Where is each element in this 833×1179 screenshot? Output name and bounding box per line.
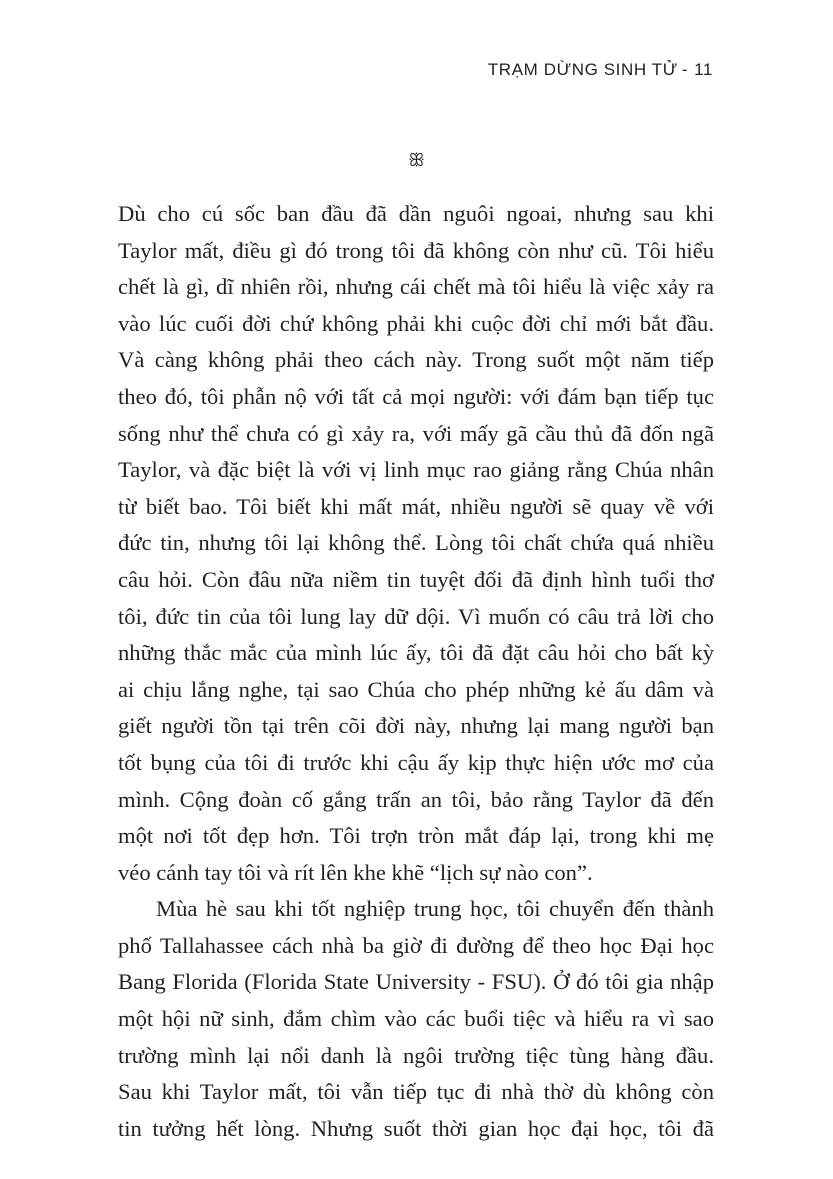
text-line: phố Tallahassee cách nhà ba giờ đi đường để theo học Đại học bbox=[118, 932, 714, 958]
body-text bbox=[118, 196, 714, 1147]
text-line: sống như thể chưa có gì xảy ra, với mấy gã cầu thủ đã đốn ngã bbox=[118, 420, 714, 446]
chapter-title: TRẠM DỪNG SINH TỬ bbox=[487, 60, 678, 79]
text-line: Mùa hè sau khi tốt nghiệp trung học, tôi chuyển đến thành bbox=[156, 896, 714, 922]
text-line: những thắc mắc của mình lúc ấy, tôi đã đặt câu hỏi cho bất kỳ bbox=[118, 640, 714, 666]
running-header bbox=[488, 60, 713, 80]
text-line: Taylor mất, điều gì đó trong tôi đã không còn như cũ. Tôi hiểu bbox=[118, 237, 714, 263]
text-line: từ biết bao. Tôi biết khi mất mát, nhiều người sẽ quay về với bbox=[118, 493, 714, 519]
paragraph-2 bbox=[118, 891, 714, 1147]
text-line: một nơi tốt đẹp hơn. Tôi trợn tròn mắt đáp lại, trong khi mẹ bbox=[118, 823, 714, 849]
text-line: Bang Florida (Florida State University - FSU). Ở đó tôi gia nhập bbox=[118, 969, 714, 995]
text-line: giết người tồn tại trên cõi đời này, nhưng lại mang người bạn bbox=[118, 713, 714, 739]
text-line: Sau khi Taylor mất, tôi vẫn tiếp tục đi nhà thờ dù không còn bbox=[118, 1079, 714, 1105]
text-line: ai chịu lắng nghe, tại sao Chúa cho phép những kẻ ấu dâm và bbox=[118, 676, 714, 702]
text-line: Taylor, và đặc biệt là với vị linh mục rao giảng rằng Chúa nhân bbox=[118, 457, 714, 483]
text-line: véo cánh tay tôi và rít lên khe khẽ “lịch sự nào con”. bbox=[118, 859, 593, 885]
text-line: Và càng không phải theo cách này. Trong suốt một năm tiếp bbox=[118, 347, 714, 373]
text-line: câu hỏi. Còn đâu nữa niềm tin tuyệt đối đã định hình tuổi thơ bbox=[118, 566, 714, 592]
text-line: Dù cho cú sốc ban đầu đã dần nguôi ngoai, nhưng sau khi bbox=[118, 201, 714, 226]
text-line: tốt bụng của tôi đi trước khi cậu ấy kịp thực hiện ước mơ của bbox=[118, 749, 714, 775]
text-line: chết là gì, dĩ nhiên rồi, nhưng cái chết mà tôi hiểu là việc xảy ra bbox=[118, 274, 714, 300]
section-ornament-icon: ꕥ bbox=[408, 150, 425, 171]
text-line: tin tưởng hết lòng. Nhưng suốt thời gian học đại học, tôi đã bbox=[118, 1115, 714, 1141]
text-line: đức tin, nhưng tôi lại không thể. Lòng tôi chất chứa quá nhiều bbox=[118, 530, 714, 556]
header-separator: - bbox=[681, 60, 689, 79]
text-line: trường mình lại nổi danh là ngôi trường tiệc tùng hàng đầu. bbox=[118, 1042, 714, 1068]
text-line: theo đó, tôi phẫn nộ với tất cả mọi người: với đám bạn tiếp tục bbox=[118, 383, 714, 409]
text-line: một hội nữ sinh, đắm chìm vào các buổi tiệc và hiểu ra vì sao bbox=[118, 1006, 714, 1032]
text-line: tôi, đức tin của tôi lung lay dữ dội. Vì muốn có câu trả lời cho bbox=[118, 603, 714, 629]
text-line: vào lúc cuối đời chứ không phải khi cuộc đời chỉ mới bắt đầu. bbox=[118, 310, 714, 336]
page-number: 11 bbox=[694, 60, 713, 79]
text-line: mình. Cộng đoàn cố gắng trấn an tôi, bảo rằng Taylor đã đến bbox=[118, 786, 714, 812]
paragraph-1 bbox=[118, 196, 714, 891]
